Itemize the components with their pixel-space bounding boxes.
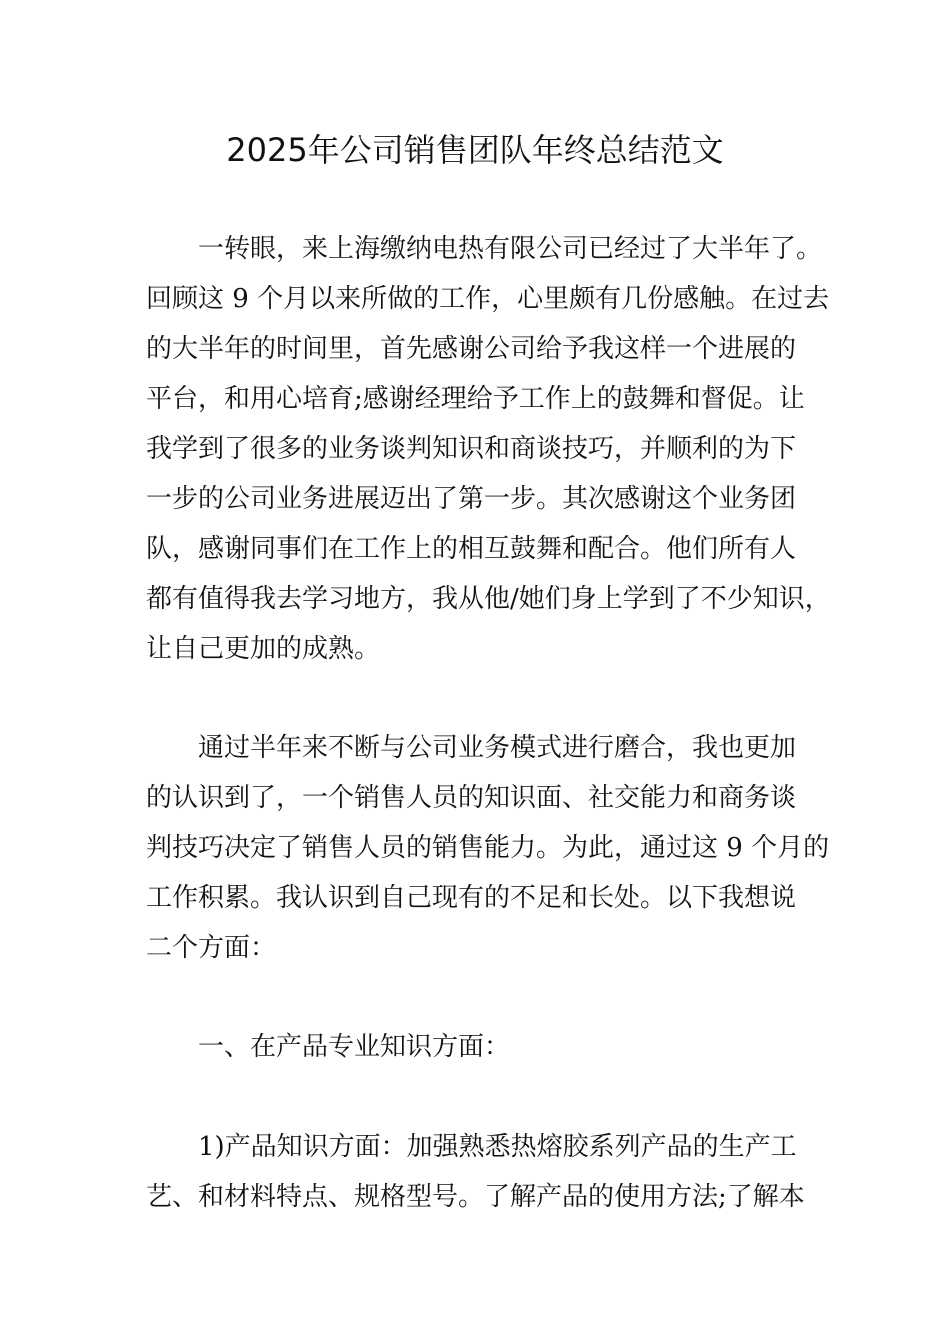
paragraph-1-line-6: 一步的公司业务进展迈出了第一步。其次感谢这个业务团 xyxy=(146,484,797,514)
section-heading-1: 一、在产品专业知识方面： xyxy=(198,1032,511,1062)
paragraph-1-line-8: 都有值得我去学习地方，我从他/她们身上学到了不少知识， xyxy=(146,584,831,614)
paragraph-1-line-9: 让自己更加的成熟。 xyxy=(146,634,381,664)
paragraph-2-line-3: 判技巧决定了销售人员的销售能力。为此，通过这 9 个月的 xyxy=(146,833,830,863)
paragraph-1-line-4: 平台，和用心培育;感谢经理给予工作上的鼓舞和督促。让 xyxy=(146,384,805,414)
paragraph-1-line-1: 一转眼，来上海缴纳电热有限公司已经过了大半年了。 xyxy=(198,234,823,264)
paragraph-2-line-1: 通过半年来不断与公司业务模式进行磨合，我也更加 xyxy=(198,733,797,763)
paragraph-2-line-4: 工作积累。我认识到自己现有的不足和长处。以下我想说 xyxy=(146,883,797,913)
paragraph-2-line-2: 的认识到了，一个销售人员的知识面、社交能力和商务谈 xyxy=(146,783,797,813)
paragraph-3-line-2: 艺、和材料特点、规格型号。了解产品的使用方法;了解本 xyxy=(146,1182,805,1212)
paragraph-1-line-7: 队，感谢同事们在工作上的相互鼓舞和配合。他们所有人 xyxy=(146,534,797,564)
paragraph-2-line-5: 二个方面： xyxy=(146,933,277,963)
paragraph-1-line-5: 我学到了很多的业务谈判知识和商谈技巧，并顺利的为下 xyxy=(146,434,797,464)
document-title: 2025年公司销售团队年终总结范文 xyxy=(226,131,724,169)
paragraph-1-line-3: 的大半年的时间里，首先感谢公司给予我这样一个进展的 xyxy=(146,334,797,364)
paragraph-3-line-1: 1)产品知识方面：加强熟悉热熔胶系列产品的生产工 xyxy=(198,1132,797,1162)
paragraph-1-line-2: 回顾这 9 个月以来所做的工作，心里颇有几份感触。在过去 xyxy=(146,284,830,314)
